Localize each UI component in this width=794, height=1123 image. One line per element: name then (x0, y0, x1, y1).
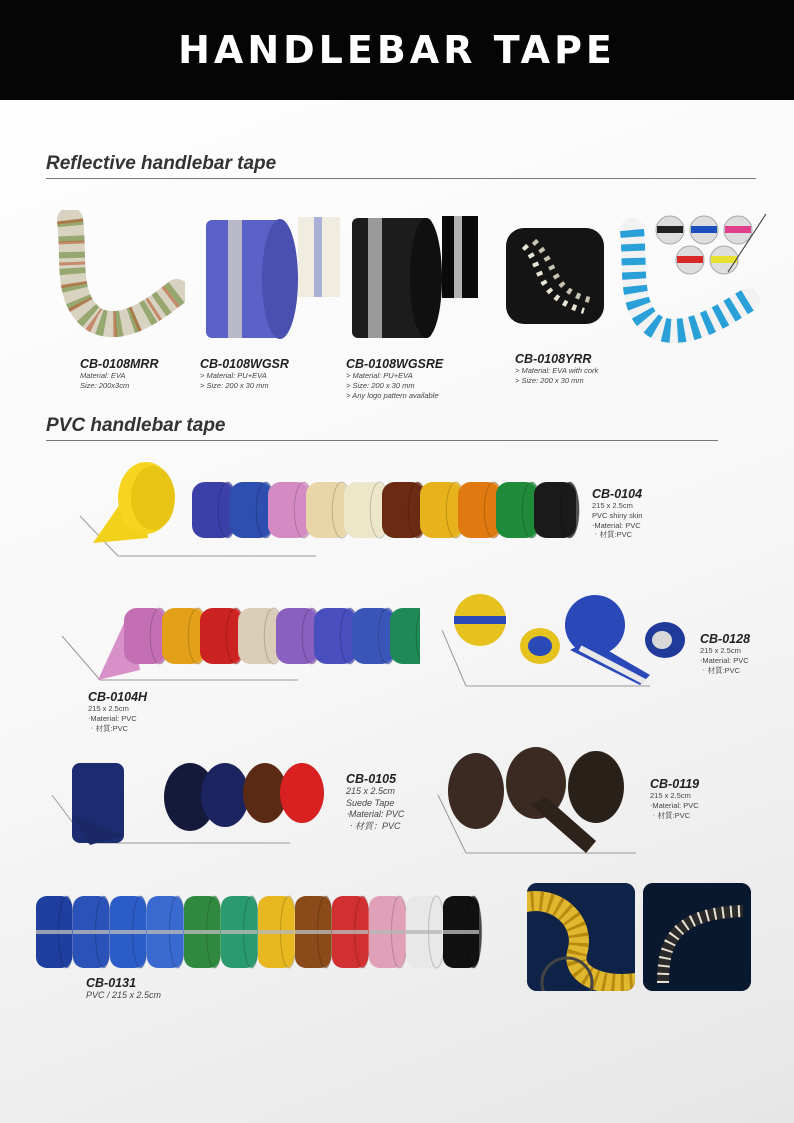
product-cb0104 (592, 487, 642, 540)
product-spec: ‧材質:PVC (700, 665, 741, 675)
product-image-cb0108wgsre (348, 212, 483, 342)
product-image-cb0119 (436, 745, 646, 857)
reflective-stripe (110, 930, 146, 934)
product-code: CB-0119 (650, 777, 700, 791)
product-spec: ‧材質:PVC (88, 723, 129, 733)
section-title-reflective: Reflective handlebar tape (46, 153, 277, 174)
product-code: CB-0108MRR (80, 357, 159, 371)
section-title-pvc: PVC handlebar tape (46, 415, 226, 436)
product-cb0108wgsr (200, 357, 289, 391)
product-spec: ‧材質：PVC (346, 821, 401, 832)
reflective-stripe (258, 930, 294, 934)
reflective-stripe (332, 930, 368, 934)
product-spec: ‧Material: PVC (88, 713, 137, 723)
product-cb0131 (86, 976, 161, 1002)
reflective-stripe (443, 930, 479, 934)
reflective-stripe (295, 930, 331, 934)
product-spec: > Material: PU+EVA (346, 371, 413, 380)
product-code: CB-0108YRR (515, 352, 592, 366)
product-cb0105 (346, 772, 404, 833)
tape-roll-face (560, 482, 579, 538)
product-image-cb0108yrr (504, 226, 606, 326)
page-title: HANDLEBAR TAPE (178, 28, 616, 72)
tape-roll (390, 608, 420, 664)
product-spec: 215 x 2.5cm (700, 646, 741, 655)
section-divider (46, 178, 756, 179)
product-spec: 215 x 2.5cm (592, 501, 633, 510)
section-divider (46, 440, 718, 441)
product-spec: Material: EVA (80, 371, 126, 380)
reflective-stripe (36, 930, 72, 934)
reflective-stripe (73, 930, 109, 934)
product-spec: Suede Tape (346, 797, 395, 808)
application-photo-yellow-handlebar (527, 883, 635, 991)
application-photo-reflective-handlebar (643, 883, 751, 991)
product-spec: > Size: 200 x 30 mm (200, 380, 269, 390)
product-code: CB-0128 (700, 632, 751, 646)
product-spec: > Size: 200 x 30 mm (346, 380, 415, 390)
product-code: CB-0131 (86, 976, 137, 990)
product-cb0119 (650, 777, 699, 820)
product-spec: > Size: 200 x 30 mm (515, 375, 584, 385)
product-cb0108yrr (515, 352, 598, 386)
product-code: CB-0104 (592, 487, 643, 501)
reflective-stripe (369, 930, 405, 934)
page-header (0, 0, 794, 100)
product-spec: 215 x 2.5cm (346, 786, 396, 796)
product-image-cb0128 (440, 590, 700, 690)
product-spec: Size: 200x3cm (80, 380, 130, 390)
product-image-cb0104 (78, 458, 598, 558)
product-spec: ‧材質:PVC (592, 530, 633, 540)
reflective-stripe (184, 930, 220, 934)
product-spec: 215 x 2.5cm (88, 704, 129, 713)
product-image-cb0108yrr-variants (618, 212, 768, 344)
product-spec: ‧Material: PVC (346, 809, 405, 820)
product-spec: PVC / 215 x 2.5cm (86, 990, 162, 1000)
product-spec: PVC shiny skin (592, 510, 643, 520)
product-image-cb0108wgsr (200, 212, 350, 342)
product-cb0108wgsre (346, 357, 443, 400)
product-code: CB-0108WGSR (200, 357, 289, 371)
product-spec: > Any logo pattern available (346, 390, 439, 400)
product-spec: ‧材質:PVC (650, 810, 691, 820)
product-spec: ‧Material: PVC (650, 800, 699, 810)
product-cb0108mrr (80, 357, 159, 391)
product-code: CB-0105 (346, 772, 397, 786)
product-spec: > Material: EVA with cork (515, 366, 599, 375)
product-cb0104h (88, 690, 147, 733)
product-image-cb0105 (50, 755, 350, 850)
product-spec: 215 x 2.5cm (650, 791, 691, 800)
product-code: CB-0104H (88, 690, 148, 704)
reflective-stripe (406, 930, 442, 934)
product-code: CB-0108WGSRE (346, 357, 444, 371)
product-spec: > Material: PU+EVA (200, 371, 267, 380)
product-image-cb0131 (32, 880, 517, 980)
reflective-stripe (147, 930, 183, 934)
product-image-cb0104h (60, 600, 420, 685)
product-spec: ‧Material: PVC (700, 655, 749, 665)
product-image-cb0108mrr (55, 210, 185, 340)
reflective-stripe (221, 930, 257, 934)
product-cb0128 (700, 632, 750, 675)
product-spec: ‧Material: PVC (592, 520, 641, 530)
